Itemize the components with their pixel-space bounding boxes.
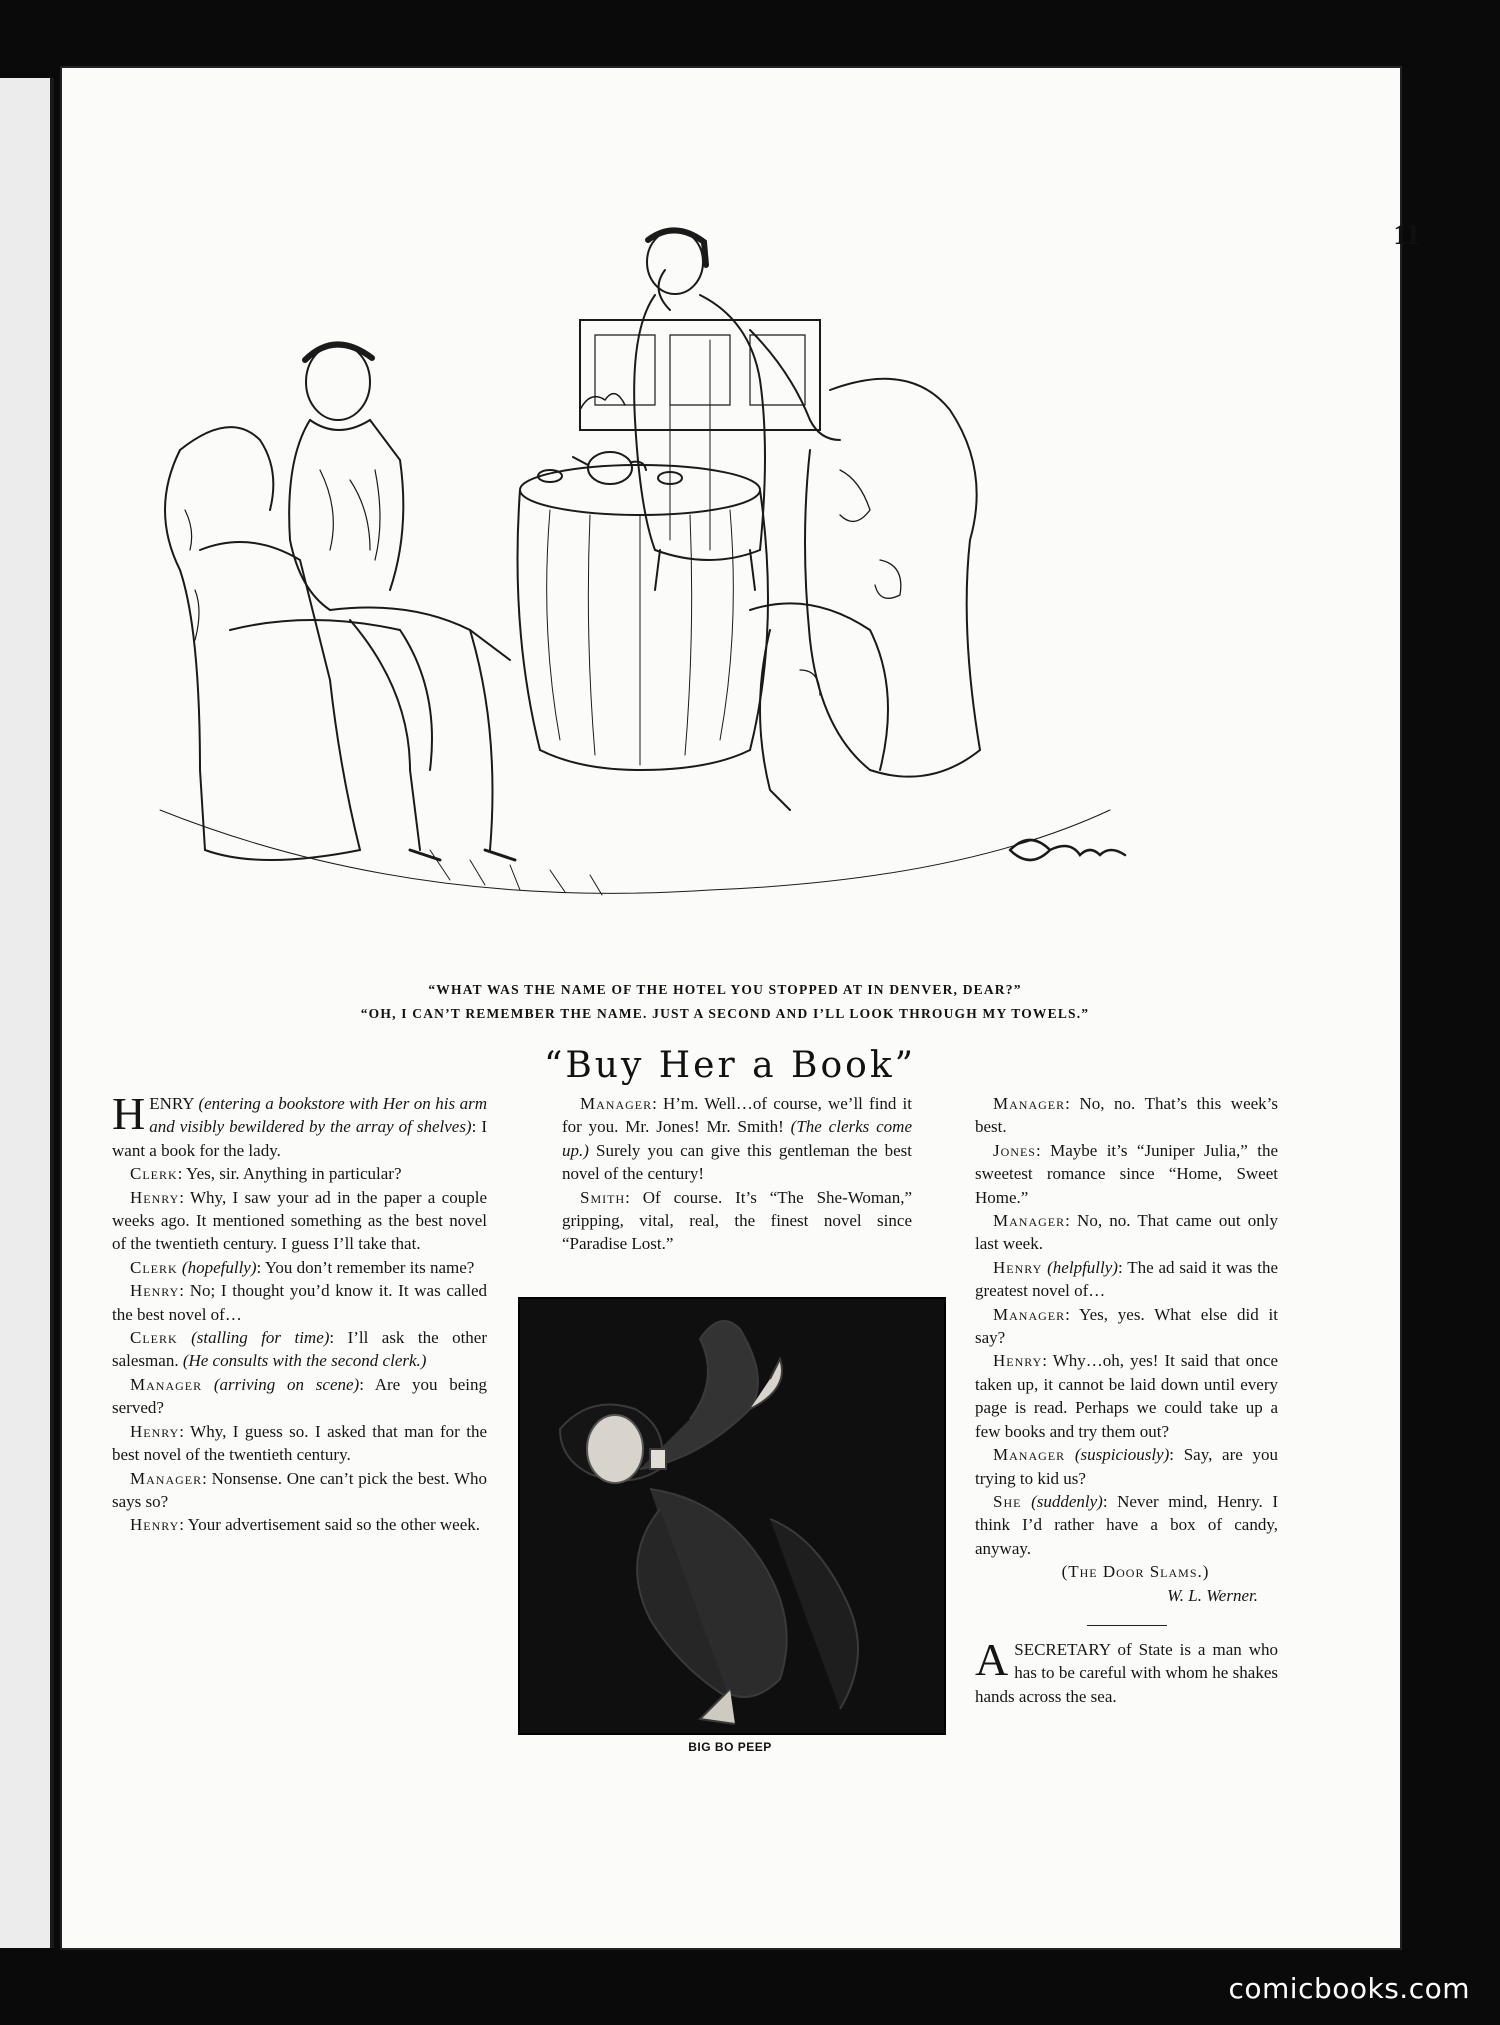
line-text: : Never mind, Henry. I think I’d rather have a box of candy, anyway. xyxy=(975,1491,1278,1558)
paragraph xyxy=(112,1373,487,1420)
drop-cap: A xyxy=(975,1633,1009,1685)
paragraph xyxy=(975,1443,1278,1490)
speaker: Smith xyxy=(580,1187,626,1207)
speaker: Clerk xyxy=(130,1328,178,1348)
paragraph xyxy=(975,1490,1278,1560)
line-text: : No, no. That came out only last week. xyxy=(975,1211,1278,1254)
speaker: Manager xyxy=(993,1445,1066,1465)
line-text: : No; I thought you’d know it. It was called the best novel of… xyxy=(112,1281,487,1324)
speaker: Manager xyxy=(130,1374,203,1394)
adjacent-page-edge xyxy=(0,78,54,1948)
line-text: : No, no. That’s this week’s best. xyxy=(975,1094,1278,1137)
page-number: 11 xyxy=(1393,220,1420,251)
speaker: Manager xyxy=(993,1211,1066,1231)
stage-direction: (stalling for time) xyxy=(191,1328,330,1348)
drop-cap: H xyxy=(112,1088,146,1139)
line-text: : Why…oh, yes! It said that once taken up, it cannot be laid down until every page is read. Perhaps we could take up a few books and try them out? xyxy=(975,1351,1278,1441)
line-text: : Why, I guess so. I asked that man for the best novel of the twentieth century. xyxy=(112,1421,487,1465)
photo-figure xyxy=(520,1299,944,1733)
paragraph xyxy=(112,1256,487,1279)
line-text: : H’m. Well…of course, we’ll find it for you. Mr. Jones! Mr. Smith! xyxy=(562,1094,912,1137)
speaker: Henry xyxy=(130,1515,180,1535)
line-text: : Nonsense. One can’t pick the best. Who says so? xyxy=(112,1468,487,1511)
paragraph xyxy=(112,1420,487,1467)
cartoon-caption xyxy=(150,978,1300,1026)
line-text: : Your advertisement said so the other week. xyxy=(179,1515,481,1535)
speaker: Henry xyxy=(130,1421,180,1441)
paragraph xyxy=(975,1209,1278,1256)
speaker: Manager xyxy=(993,1304,1066,1324)
speaker: Manager xyxy=(580,1094,653,1113)
paragraph xyxy=(975,1256,1278,1303)
speaker: Clerk xyxy=(130,1257,178,1277)
article-column-2 xyxy=(562,1092,912,1256)
speaker: Henry xyxy=(130,1281,180,1301)
stage-direction: (suddenly) xyxy=(1031,1491,1103,1511)
paragraph xyxy=(975,1349,1278,1443)
speaker: Clerk xyxy=(130,1164,178,1184)
paragraph xyxy=(112,1326,487,1373)
stage-direction: (entering a bookstore with Her on his arm and visibly bewildered by the array of shelves) xyxy=(149,1094,487,1137)
photo-big-bo-peep xyxy=(518,1297,946,1735)
paragraph xyxy=(112,1088,487,1162)
speaker: Henry xyxy=(130,1187,180,1207)
stage-direction: (suspiciously) xyxy=(1074,1445,1170,1465)
site-watermark: comicbooks.com xyxy=(1228,1972,1470,2005)
line-text: : You don’t remember its name? xyxy=(256,1257,475,1277)
filler-text: of State is a man who has to be careful with whom he shakes hands across the sea. xyxy=(975,1639,1279,1706)
line-text: : The ad said it was the greatest novel of… xyxy=(975,1257,1278,1301)
photo-caption: BIG BO PEEP xyxy=(688,1740,772,1754)
paragraph xyxy=(975,1092,1278,1139)
line-text: : Yes, yes. What else did it say? xyxy=(975,1304,1278,1348)
paragraph xyxy=(112,1467,487,1514)
paragraph xyxy=(112,1186,487,1256)
stage-direction: (The clerks come up.) xyxy=(562,1117,912,1160)
stage-direction: (arriving on scene) xyxy=(213,1374,360,1394)
article-title: “Buy Her a Book” xyxy=(543,1045,917,1086)
speaker: ENRY xyxy=(149,1094,194,1113)
line-text: : Maybe it’s “Juniper Julia,” the sweetest romance since “Home, Sweet Home.” xyxy=(975,1140,1278,1207)
line-text: Surely you can give this gentleman the best novel of the century! xyxy=(562,1140,913,1184)
line-text: : I’ll ask the other salesman. xyxy=(112,1328,487,1371)
paragraph xyxy=(562,1186,912,1256)
line-text: : Of course. It’s “The She-Woman,” gripping, vital, real, the finest novel since “Paradise Lost.” xyxy=(562,1187,912,1254)
paragraph xyxy=(975,1303,1278,1350)
filler-first-word: SECRETARY xyxy=(1014,1639,1111,1659)
speaker: Henry xyxy=(993,1257,1043,1277)
speaker: Manager xyxy=(130,1468,203,1488)
stage-direction: (hopefully) xyxy=(181,1257,257,1277)
paragraph xyxy=(975,1139,1278,1209)
paragraph xyxy=(112,1162,487,1185)
line-text: : Yes, sir. Anything in particular? xyxy=(177,1164,402,1184)
filler-paragraph xyxy=(975,1633,1279,1708)
paragraph xyxy=(112,1279,487,1326)
line-text: : Are you being served? xyxy=(112,1374,487,1418)
article-column-1 xyxy=(112,1088,487,1537)
article-column-3 xyxy=(975,1092,1278,1708)
caption-line-1: “WHAT WAS THE NAME OF THE HOTEL YOU STOPPED AT IN DENVER, DEAR?” xyxy=(428,982,1022,997)
line-text: : I want a book for the lady. xyxy=(112,1117,487,1160)
speaker: Manager xyxy=(993,1094,1066,1113)
line-text: : Say, are you trying to kid us? xyxy=(975,1445,1278,1488)
author-signature: W. L. Werner. xyxy=(1167,1585,1258,1605)
stage-direction: (helpfully) xyxy=(1047,1257,1118,1277)
stage-end: (The Door Slams.) xyxy=(1061,1562,1210,1582)
stage-direction: (He consults with the second clerk.) xyxy=(182,1351,427,1371)
caption-line-2: “OH, I CAN’T REMEMBER THE NAME. JUST A SECOND AND I’LL LOOK THROUGH MY TOWELS.” xyxy=(360,1006,1090,1021)
speaker: Henry xyxy=(993,1351,1043,1371)
line-text: : Why, I saw your ad in the paper a couple weeks ago. It mentioned something as the best novel of the twentieth century. I guess I’ll take that. xyxy=(112,1187,487,1254)
speaker: Jones xyxy=(993,1140,1036,1160)
paragraph xyxy=(112,1513,487,1536)
tea-scene-drawing xyxy=(110,210,1260,970)
cartoon-illustration xyxy=(110,210,1260,970)
paragraph xyxy=(562,1092,912,1186)
section-divider xyxy=(1087,1625,1167,1626)
speaker: She xyxy=(993,1491,1022,1511)
